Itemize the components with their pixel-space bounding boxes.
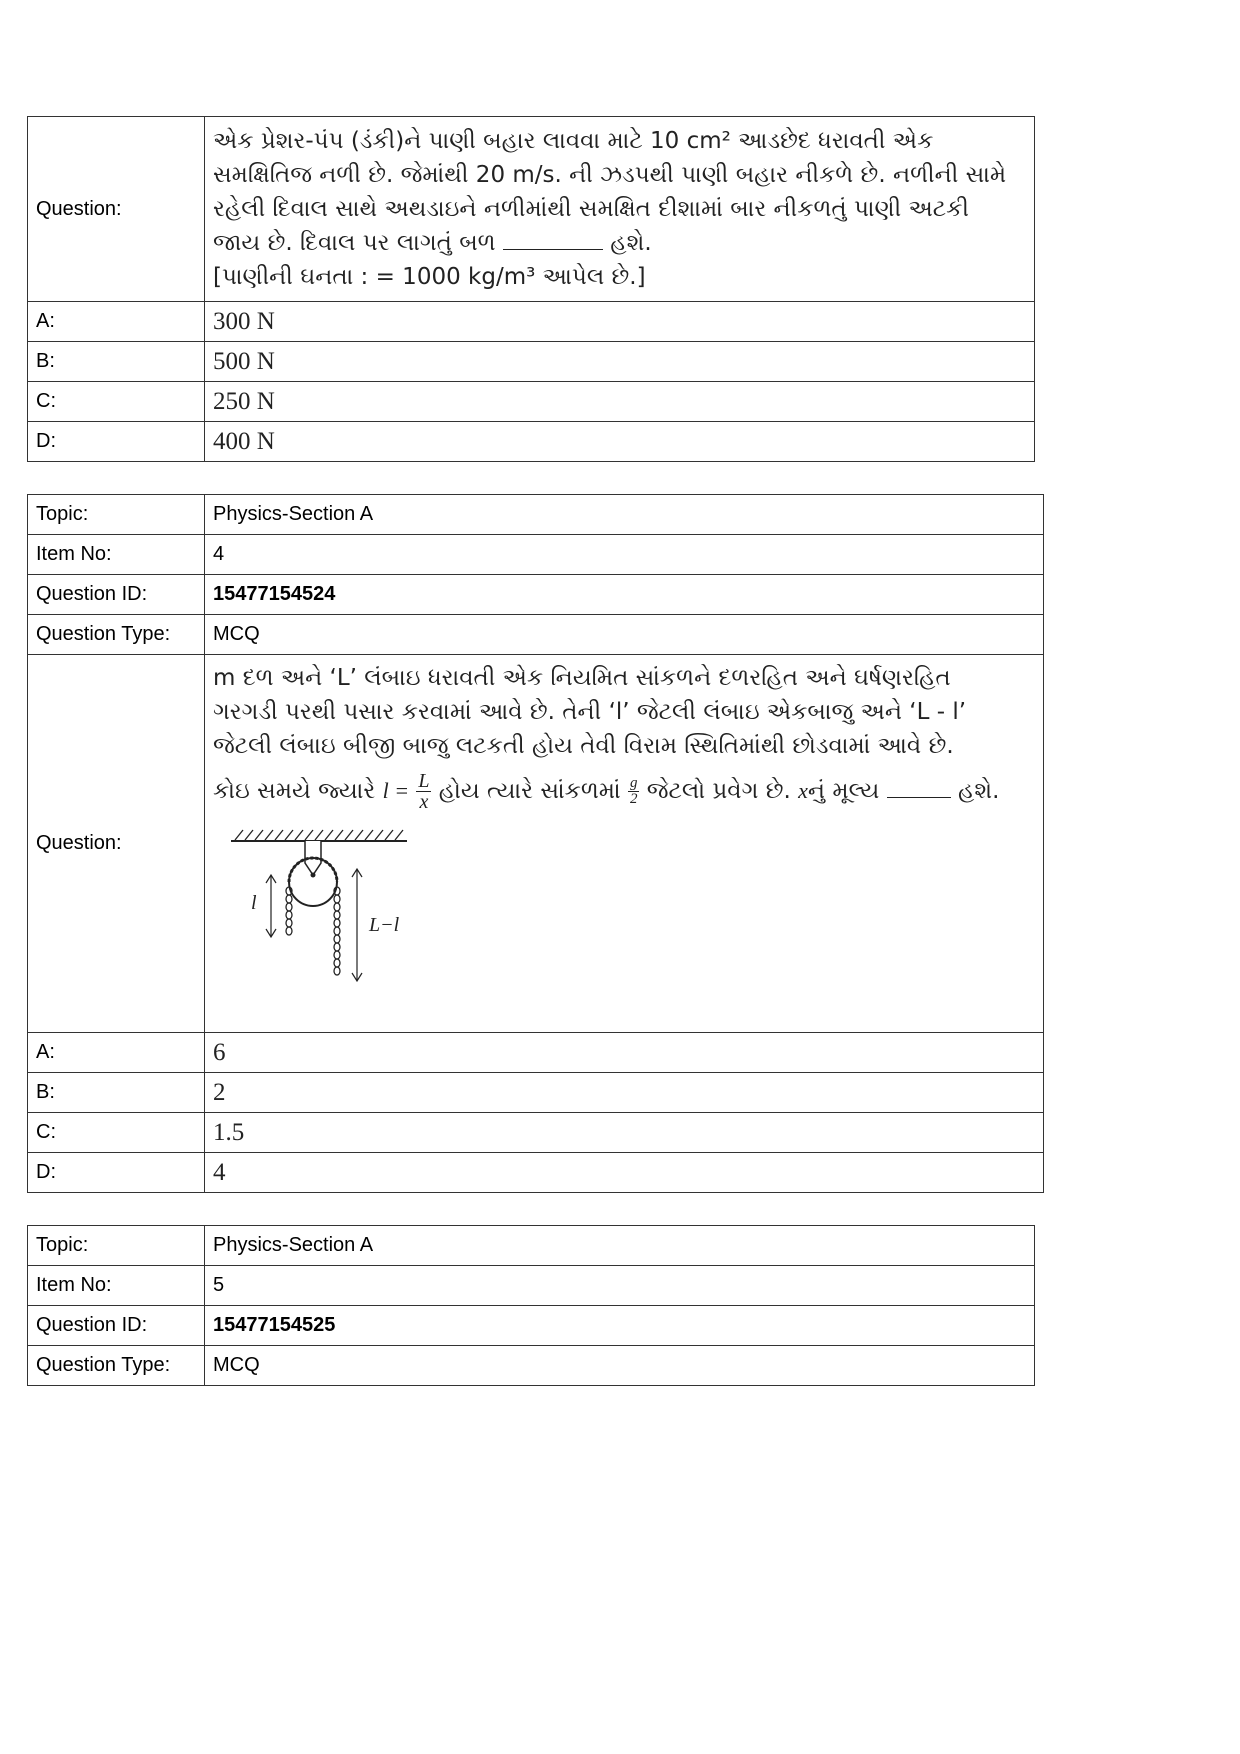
option-d-label: D:: [28, 1153, 205, 1193]
question-line-4-after: હશે.: [610, 230, 652, 256]
item-no-label: Item No:: [28, 535, 205, 575]
answer-blank: [887, 775, 951, 798]
arrow-left-length: [266, 875, 276, 937]
topic-value: Physics-Section A: [205, 495, 1044, 535]
fraction-denominator: x: [419, 791, 429, 813]
question-id-value: 15477154525: [205, 1306, 1035, 1346]
item-no-value: 4: [205, 535, 1044, 575]
option-c-value: 1.5: [205, 1113, 1044, 1153]
question-line-3: રહેલી દિવાલ સાથે અથડાઇને નળીમાંથી સમક્ષિત દીશામાં બાર નીકળતું પાણી અટકી: [213, 196, 969, 222]
chain-right: [334, 887, 340, 975]
option-b-value: 2: [205, 1073, 1044, 1113]
option-b-label: B:: [28, 342, 205, 382]
answer-blank: [503, 227, 603, 250]
option-a-label: A:: [28, 1033, 205, 1073]
question-type-label: Question Type:: [28, 1346, 205, 1386]
line4-part2: હોય ત્યારે સાંકળમાં: [438, 778, 621, 804]
question-table-3: [27, 116, 1035, 462]
question-line-4: [213, 226, 1034, 260]
fraction-g-over-2: [628, 776, 640, 807]
fraction-l-over-x: [416, 771, 431, 812]
line4-part3: જેટલો પ્રવેગ છે.: [646, 778, 791, 804]
option-a-value: 300 N: [205, 302, 1035, 342]
option-d-value: 4: [205, 1153, 1044, 1193]
option-c-value: 250 N: [205, 382, 1035, 422]
chain-left: [286, 887, 292, 935]
question-line-1: એક પ્રેશર-પંપ (ડંકી)ને પાણી બહાર લાવવા માટે 10 cm² આડછેદ ધરાવતી એક: [213, 128, 934, 154]
item-no-value: 5: [205, 1266, 1035, 1306]
question-line-2: સમક્ષિતિજ નળી છે. જેમાંથી 20 m/s. ની ઝડપથી પાણી બહાર નીકળે છે. નળીની સામે: [213, 162, 1007, 188]
question-label: Question:: [28, 117, 205, 302]
question-id-label: Question ID:: [28, 1306, 205, 1346]
fraction-numerator: L: [418, 770, 430, 792]
question-text: [205, 655, 1044, 1033]
figure-label-l: l: [251, 892, 257, 914]
question-table-4: [27, 494, 1044, 1193]
question-line-3: જેટલી લંબાઇ બીજી બાજુ લટકતી હોય તેવી વિરામ સ્થિતિમાંથી છોડવામાં આવે છે.: [213, 733, 954, 759]
option-b-label: B:: [28, 1073, 205, 1113]
question-id-label: Question ID:: [28, 575, 205, 615]
question-type-value: MCQ: [205, 1346, 1035, 1386]
question-text: [205, 117, 1035, 302]
variable-x: x: [798, 778, 808, 803]
pulley-chain-figure: [221, 819, 421, 989]
question-line-4: [213, 769, 1043, 813]
figure-label-l-minus: L−l: [369, 914, 400, 936]
topic-label: Topic:: [28, 495, 205, 535]
option-a-label: A:: [28, 302, 205, 342]
question-line-2: ગરગડી પરથી પસાર કરવામાં આવે છે. તેની ‘l’ જેટલી લંબાઇ એકબાજુ અને ‘L - l’: [213, 699, 967, 725]
topic-value: Physics-Section A: [205, 1226, 1035, 1266]
question-type-label: Question Type:: [28, 615, 205, 655]
question-id-value: 15477154524: [205, 575, 1044, 615]
question-line-4-before: જાય છે. દિવાલ પર લાગતું બળ: [213, 230, 496, 256]
option-d-value: 400 N: [205, 422, 1035, 462]
question-line-1: m દળ અને ‘L’ લંબાઇ ધરાવતી એક નિયમિત સાંકળને દળરહિત અને ઘર્ષણરહિત: [213, 665, 951, 691]
line4-part5: હશે.: [958, 778, 1000, 804]
option-b-value: 500 N: [205, 342, 1035, 382]
question-type-value: MCQ: [205, 615, 1044, 655]
option-c-label: C:: [28, 1113, 205, 1153]
fraction-numerator: g: [629, 775, 638, 791]
equation-l: l =: [382, 778, 410, 803]
fraction-denominator: 2: [629, 791, 638, 807]
line4-part1: કોઇ સમયે જ્યારે: [213, 778, 376, 804]
topic-label: Topic:: [28, 1226, 205, 1266]
option-c-label: C:: [28, 382, 205, 422]
option-d-label: D:: [28, 422, 205, 462]
ceiling-hatching: [235, 830, 403, 840]
arrow-right-length: [352, 869, 362, 981]
line4-part4: નું મૂલ્ય: [807, 778, 880, 804]
question-label: Question:: [28, 655, 205, 1033]
option-a-value: 6: [205, 1033, 1044, 1073]
pulley-axle: [311, 873, 316, 878]
question-line-5: [પાણીની ઘનતા : = 1000 kg/m³ આપેલ છે.]: [213, 264, 646, 290]
question-table-5: [27, 1225, 1035, 1386]
item-no-label: Item No:: [28, 1266, 205, 1306]
